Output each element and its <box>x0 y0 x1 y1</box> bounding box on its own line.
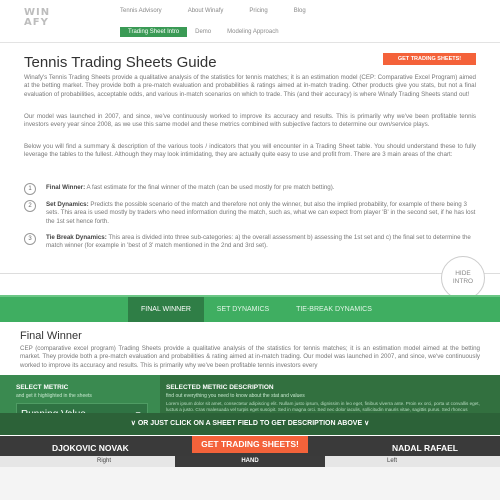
get-trading-sheets-main-button[interactable]: GET TRADING SHEETS! <box>192 436 308 453</box>
dynamic-name: Set Dynamics: <box>46 201 89 208</box>
section-divider <box>0 273 500 274</box>
logo-line-2: AFY <box>24 17 49 28</box>
hand-label: HAND <box>175 456 325 467</box>
top-navigation <box>0 0 500 43</box>
hide-intro-button[interactable] <box>441 256 485 300</box>
dynamic-description: Predicts the possible scenario of the match and therefore not only the winner, but also the implied probability, for example of there being 3 sets. This area is used mostly by traders who need information during the match, such as, what we can expect from player 'B' in the second set, if he has lost the 1st set hence forth. <box>46 201 476 225</box>
page-title: Tennis Trading Sheets Guide <box>24 54 217 71</box>
number-badge: 3 <box>24 233 36 245</box>
hide-intro-line-2: INTRO <box>452 278 474 285</box>
player-left-name: DJOKOVIC NOVAK <box>52 443 129 453</box>
player-right-name: NADAL RAFAEL <box>392 443 458 453</box>
intro-section <box>0 43 500 295</box>
dynamic-name: Tie Break Dynamics: <box>46 234 107 241</box>
subnav-trading-sheet-intro[interactable]: Trading Sheet Intro <box>120 27 187 37</box>
hide-intro-line-1: HIDE <box>455 270 471 277</box>
player-right-hand: Left <box>387 458 398 464</box>
nav-about-winafy[interactable]: About Winafy <box>187 8 224 14</box>
dynamic-description: A fast estimate for the final winner of the match (can be used mostly for pre match betting). <box>85 184 335 191</box>
nav-tennis-advisory[interactable]: Tennis Advisory <box>120 8 162 14</box>
intro-paragraph-1: Winafy's Tennis Trading Sheets provide a qualitative analysis of the statistics for tennis matches; it is an estimation model (CEP: Comparative Excel Program) aimed at the betting market. They provide both a pre-match evaluation and probabilities & ratings aimed at in-match trading. Other products give you stats, but not a final evaluation of probabilities, acceptable odds, and various in-match scenarios on which to trade. This (and their accuracy) is where Winafy Trading Sheets stand out! <box>24 74 476 98</box>
metric-description-sublabel: find out everything you need to know about the stat and values <box>166 393 305 399</box>
final-winner-title: Final Winner <box>20 330 82 342</box>
sub-menu <box>120 27 287 37</box>
select-metric-sublabel: and get it highlighted in the sheets <box>16 393 92 399</box>
dynamic-name: Final Winner: <box>46 184 86 191</box>
final-winner-description: CEP (comparative excel program) Trading Sheets provide a qualitative analysis of the statistics for tennis matches; it is an estimation model aimed at the betting market. They provide both a pre-match evaluation and probabilities & rating aimed at in-match trading. Our model was launched in 2007, and since, we've continuously worked to improve its accuracy and results. This is primarily why we've been profitable tennis investors every <box>20 345 480 369</box>
section-tabs <box>0 297 500 322</box>
winafy-logo[interactable] <box>24 7 51 30</box>
logo-line-1: WIN <box>24 7 51 18</box>
sheet-table-area[interactable] <box>0 467 500 500</box>
intro-paragraph-3: Below you will find a summary & description of the various tools / indicators that you will encounter in a Trading Sheet table. You should understand these to fully leverage the tables to the fullest. Although they may look intimidating, they are actually quite easy to use and profit from. There are 3 main areas of the chart: <box>24 143 476 159</box>
intro-paragraph-2: Our model was launched in 2007, and since, we've continuously worked to improve its accuracy and results. This is primarily why we've been profitable tennis investors every year since 2008, as we use this same model and these metrics combined with subjective factors to determine our own/service plays. <box>24 113 476 129</box>
main-menu <box>120 8 332 14</box>
player-left-hand: Right <box>97 458 112 464</box>
get-trading-sheets-button[interactable]: GET TRADING SHEETS! <box>383 53 476 65</box>
tab-set-dynamics[interactable]: SET DYNAMICS <box>216 306 270 313</box>
number-badge: 2 <box>24 200 36 212</box>
tab-final-winner[interactable]: FINAL WINNER <box>128 297 204 322</box>
tab-tie-break-dynamics[interactable]: TIE-BREAK DYNAMICS <box>296 306 372 313</box>
nav-pricing[interactable]: Pricing <box>249 8 268 14</box>
metric-description-text: Lorem ipsum dolor sit amet, consectetur adipiscing elit. Nullam justo ipsum, dignissim in leo eget, finibus viverra ante. Proin ex orci, porta ut convallis eget, luctus a justo. Cras malesuada vel turpis eget suscipit. Sed in magna orci. Sed nec dolor iaculis, sollicitudin mauris vitae, sagittis purus. Sed rhoncus <box>166 401 480 412</box>
nav-blog[interactable]: Blog <box>293 8 306 14</box>
subnav-modeling-approach[interactable]: Modeling Approach <box>227 29 279 35</box>
subnav-demo[interactable]: Demo <box>195 29 212 35</box>
metric-description-label: SELECTED METRIC DESCRIPTION <box>166 384 274 391</box>
dynamic-description: This area is divided into three sub-categories: a) the overall assessment b) assessing the 1st set and c) the final set to determine the match winner (for example in 'best of 3' match mentioned in the 2nd and 3rd set). <box>46 234 471 250</box>
select-metric-label: SELECT METRIC <box>16 384 69 391</box>
number-badge: 1 <box>24 183 36 195</box>
click-field-hint-bar: ∨ OR JUST CLICK ON A SHEET FIELD TO GET DESCRIPTION ABOVE ∨ <box>0 413 500 435</box>
